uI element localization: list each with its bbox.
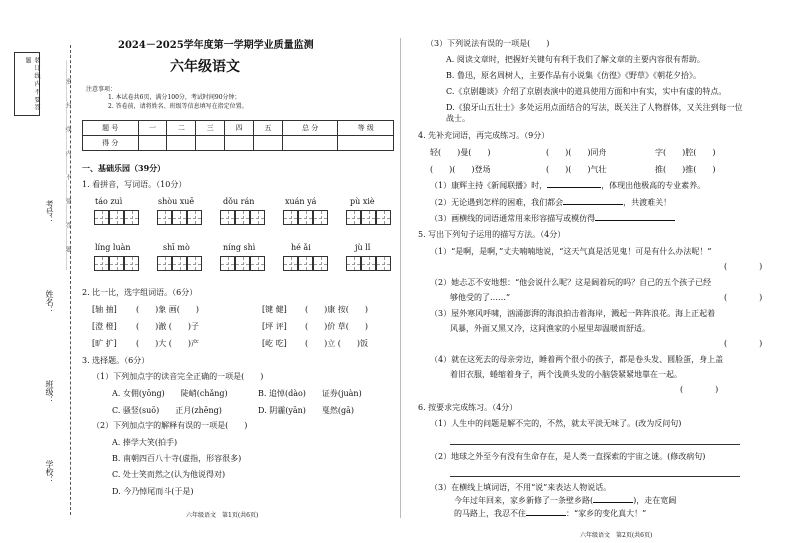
q6-s3-line-a	[454, 495, 676, 506]
q5-s3: （3）屋外寒风呼啸，汹涌澎湃的海浪拍击着海岸，溅起一阵阵浪花。海上正起着	[430, 309, 716, 318]
q2-pair: [澄 橙]	[92, 322, 117, 331]
answer-grid[interactable]	[220, 256, 265, 271]
q4-s3-start: （3）画横线的词语通常用来形容描写或模仿得	[430, 214, 596, 223]
score-header-cell: 四	[225, 121, 254, 136]
seal-line-text: ………密………封………线………内………不………要………答………题………	[64, 60, 71, 270]
q5-answer[interactable]: ( )	[680, 385, 719, 394]
q3-sub2: （2）下列加点字的解释有误的一项是( )	[92, 421, 248, 430]
q2-pair: [旷 扩]	[92, 339, 117, 348]
pinyin-label: hé ǎi	[291, 243, 311, 252]
q3-sub3-option[interactable]: D.《狼牙山五壮士》多处运用点面结合的写法，既关注了人物群体，又关注到每一位战士。	[446, 103, 743, 123]
score-cell[interactable]	[225, 136, 254, 151]
q2-blanks[interactable]: ( )价 草( )	[305, 322, 369, 331]
q6-s2: （2）地球之外至今有没有生命存在，是人类一直探索的宇宙之谜。(修改病句)	[430, 452, 706, 461]
q6-s3d-text: ：“家乡的变化真大！”	[566, 509, 647, 518]
q3-sub1: （1）下列加点字的读音完全正确的一项是( )	[92, 372, 264, 381]
q6-s3a-text: 今年过年回来，家乡新修了一条壁乡路(	[454, 496, 594, 505]
q2-pair: [屹 吃]	[262, 339, 287, 348]
q4-s1-end: ，体现出他极高的专业素养。	[601, 181, 706, 190]
q2-pair: [坪 评]	[262, 322, 287, 331]
q4-idiom[interactable]: 轻( )曼( )	[430, 148, 491, 157]
answer-grid[interactable]	[346, 210, 391, 225]
pinyin-label: táo zuì	[95, 197, 123, 206]
q2-pair: [键 健]	[262, 305, 287, 314]
field-exam-number[interactable]: 考号：	[45, 200, 54, 224]
q6-title: 6. 按要求完成练习。（4分）	[418, 403, 518, 412]
score-header-cell: 二	[167, 121, 196, 136]
q3-title: 3. 选择题。（6分）	[82, 356, 150, 365]
score-cell[interactable]	[254, 136, 283, 151]
score-header-cell: 题 号	[83, 121, 139, 136]
q4-s2-blank[interactable]	[563, 204, 623, 205]
q3-sub2-option[interactable]: C. 处士笑而然之(认为他说得对)	[112, 470, 226, 479]
q6-s1: （1）人生中的问题是解不完的，不然，就太平淡无味了。(改为反问句)	[430, 419, 682, 428]
score-header-cell: 等 级	[338, 121, 394, 136]
answer-grid[interactable]	[94, 256, 139, 271]
q2-blanks[interactable]: ( )大 ( )产	[136, 339, 200, 348]
note-1: 1. 本试卷共6页，满分100分，考试时间90分钟；	[108, 94, 241, 101]
q4-idiom[interactable]: ( )( )同舟	[546, 148, 607, 157]
binding-label: 装 订 线 内 不 要 答 题	[24, 57, 40, 111]
q2-blanks[interactable]: ( )立 ( )饭	[305, 339, 369, 348]
score-table	[82, 120, 394, 151]
q2-pair: [轴 抽]	[92, 305, 117, 314]
q6-answer-line-2[interactable]	[450, 476, 740, 477]
q3-sub1-option[interactable]: C. 骚竖(suō) 正月(zhēng)	[112, 406, 222, 415]
pinyin-label: pù xiè	[350, 197, 375, 206]
q5-s1: （1）“是啊，是啊，”丈夫喃喃地说，“这天气真是活见鬼！可是有什么办法呢！”	[430, 247, 712, 256]
q3-sub3: （3）下列说法有误的一项是( )	[426, 39, 550, 48]
pinyin-label: shī mò	[163, 243, 190, 252]
q4-s2-end: ，共渡难关！	[623, 198, 672, 207]
answer-grid[interactable]	[94, 210, 139, 225]
q5-s4: （4）就在这死去的母亲旁边，睡着两个很小的孩子，都是卷头发、圆脸蛋，身上盖	[430, 355, 724, 364]
q4-s3-blank[interactable]	[595, 220, 675, 221]
answer-grid[interactable]	[346, 256, 391, 271]
pinyin-label: níng shì	[223, 243, 256, 252]
notes-label: 注意事项：	[86, 86, 117, 93]
score-row-label: 得 分	[83, 136, 139, 151]
field-name[interactable]: 姓名：	[45, 290, 54, 314]
q5-answer[interactable]: ( )	[724, 262, 763, 271]
q6-s3c-text: 的马路上，我忍不住	[454, 509, 526, 518]
q4-sentence-2	[430, 197, 671, 208]
q6-s3: （3）在横线上填词语，不用“说”来表达人物说话。	[430, 483, 612, 492]
binding-label-box	[14, 52, 40, 116]
q6-s3b-text: )，走在宽阔	[633, 496, 677, 505]
answer-grid[interactable]	[283, 210, 328, 225]
q4-s1-blank[interactable]	[547, 187, 601, 188]
page-divider	[400, 38, 401, 518]
answer-grid[interactable]	[157, 256, 202, 271]
q2-blanks[interactable]: ( )澈 ( )子	[136, 322, 200, 331]
q5-answer[interactable]: ( )	[724, 293, 763, 302]
pinyin-label: líng luàn	[95, 243, 131, 252]
score-cell[interactable]	[196, 136, 225, 151]
q5-s4b: 着旧衣服，蜷缩着身子，两个浅黄头发的小脑袋紧紧地靠在一起。	[450, 370, 682, 379]
q3-sub1-option[interactable]: B. 追悼(dào) 证券(juàn)	[258, 389, 362, 398]
q1-title: 1. 看拼音，写词语。（10分）	[82, 180, 187, 189]
q2-title: 2. 比一比，选字组词语。（6分）	[82, 288, 198, 297]
pinyin-label: shòu xuē	[158, 197, 195, 206]
note-2: 2. 答卷前，请将姓名、班级等信息填写在指定位置。	[108, 103, 248, 110]
footer-page-2: 六年级语文 第2页(共6页)	[580, 532, 653, 539]
pinyin-label: xuán yá	[285, 197, 317, 206]
q3-sub2-option[interactable]: B. 南朝四百八十寺(虚指，形容很多)	[112, 454, 242, 463]
answer-grid[interactable]	[283, 256, 328, 271]
q6-s3a-blank[interactable]	[593, 502, 633, 503]
q6-s3c-blank[interactable]	[526, 515, 566, 516]
subject-title: 六年级语文	[170, 59, 240, 75]
q5-s2: （2）她忐忑不安地想：“他会说什么呢？这是阔着玩的吗？自己的五个孩子已经	[430, 278, 712, 287]
q4-idiom[interactable]: 字( )腔( )	[655, 148, 716, 157]
pinyin-label: dǒu rán	[223, 197, 255, 206]
q2-blanks[interactable]: ( )康 按( )	[305, 305, 369, 314]
q3-sub3-option[interactable]: C.《京剧趣谈》介绍了京剧表演中的道具使用方面和中有实，实中有虚的特点。	[446, 87, 727, 96]
score-cell[interactable]	[167, 136, 196, 151]
score-cell[interactable]	[282, 136, 338, 151]
q5-s3b: 风暴，外面又黑又冷，这间渔家的小屋里却温暖而舒适。	[450, 324, 650, 333]
q4-idiom[interactable]: ( )( )气壮	[546, 165, 607, 174]
q3-sub2-option[interactable]: D. 今乃悼尾而斗(于是)	[112, 487, 194, 496]
score-cell[interactable]	[338, 136, 394, 151]
q3-sub3-option[interactable]: A. 阅读文章时，把握好关键句有利于我们了解文章的主要内容很有帮助。	[446, 55, 705, 64]
q3-sub2-option[interactable]: A. 捧学大笑(拍手)	[112, 438, 178, 447]
q4-idiom[interactable]: 推( )推( )	[655, 165, 716, 174]
exam-year-title: 2024－2025学年度第一学期学业质量监测	[118, 40, 314, 51]
pinyin-label: jù lǐ	[355, 243, 371, 252]
q3-sub3-option[interactable]: B. 鲁迅，原名周树人，主要作品有小说集《仿徨》《野草》《朝花夕拾》。	[446, 71, 701, 80]
footer-page-1: 六年级语文 第1页(共6页)	[186, 512, 259, 519]
section1-title: 一、基础乐园（39分）	[82, 163, 166, 173]
answer-grid[interactable]	[157, 210, 202, 225]
q2-blanks[interactable]: ( )象 画( )	[136, 305, 200, 314]
score-header-cell: 三	[196, 121, 225, 136]
field-school[interactable]: 学校：	[45, 460, 54, 484]
q4-idiom[interactable]: ( )( )登场	[430, 165, 491, 174]
field-class[interactable]: 班级：	[45, 380, 54, 404]
score-header-cell: 一	[138, 121, 167, 136]
q3-sub1-option[interactable]: D. 阴霾(yān) 戛然(gā)	[258, 406, 355, 415]
q4-s1-start: （1）康辉主持《新闻联播》时，	[430, 181, 548, 190]
q4-title: 4. 先补充词语，再完成练习。（9分）	[418, 131, 550, 140]
q4-sentence-1	[430, 180, 705, 191]
q3-sub1-option[interactable]: A. 女佣(yōng) 陡峭(chǎng)	[112, 389, 228, 398]
q4-sentence-3	[430, 213, 675, 224]
q5-answer[interactable]: ( )	[724, 339, 763, 348]
q5-title: 5. 写出下列句子运用的描写方法。（4分）	[418, 230, 566, 239]
q5-s2b: 够他受的了……”	[450, 293, 511, 302]
q6-answer-line-1[interactable]	[450, 444, 740, 445]
score-cell[interactable]	[138, 136, 167, 151]
q6-s3-line-b	[454, 508, 646, 519]
score-header-cell: 五	[254, 121, 283, 136]
score-header-cell: 总 分	[282, 121, 338, 136]
q4-s2-start: （2）无论遇到怎样的困难，我们都会	[430, 198, 564, 207]
answer-grid[interactable]	[220, 210, 265, 225]
